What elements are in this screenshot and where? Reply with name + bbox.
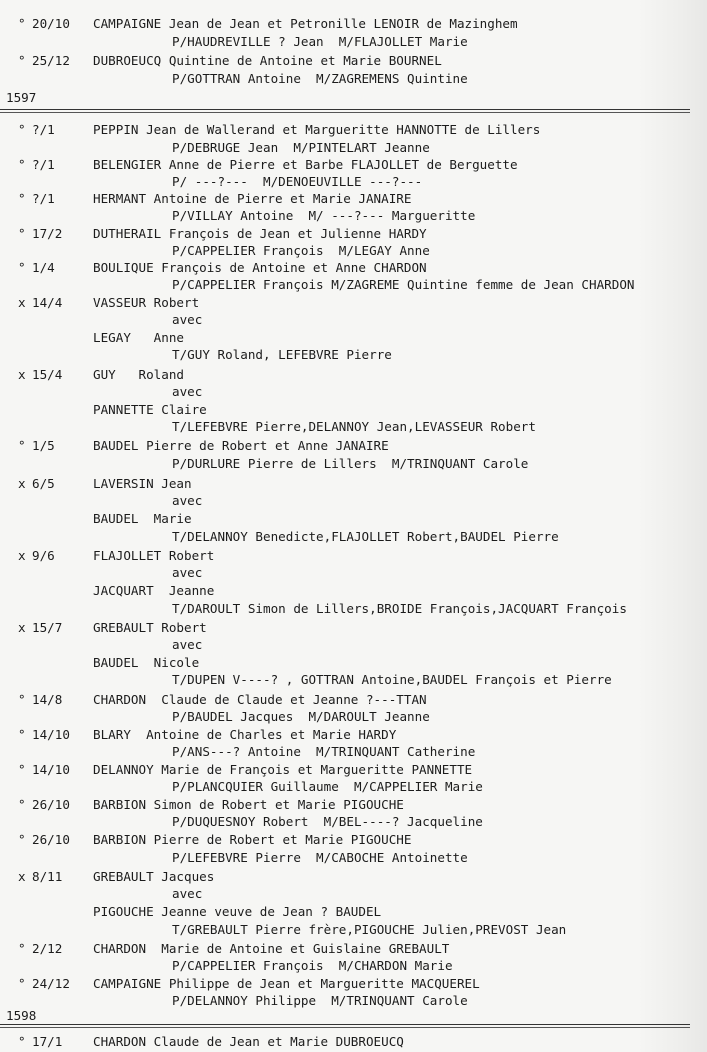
entry-avec: avec	[172, 886, 203, 901]
entry-text: BAUDEL Pierre de Robert et Anne JANAIRE	[93, 438, 389, 453]
entry-sub-line	[0, 32, 707, 52]
entry-godparents: P/CAPPELIER François M/LEGAY Anne	[172, 243, 430, 258]
entry-date: 1/5	[32, 438, 55, 453]
entry-spouse: BAUDEL Nicole	[93, 655, 200, 670]
entry-text: LAVERSIN Jean	[93, 476, 192, 491]
entry-text: CHARDON Claude de Claude et Jeanne ?---TTAN	[93, 692, 427, 707]
marriage-mark: x	[18, 869, 26, 884]
entry-text: CHARDON Marie de Antoine et Guislaine GREBAULT	[93, 941, 450, 956]
entry-date: 14/8	[32, 692, 63, 707]
entry-date: 25/12	[32, 53, 70, 68]
entry-line	[0, 436, 707, 456]
entry-sub-line	[0, 599, 707, 619]
entry-godparents: P/LEFEBVRE Pierre M/CABOCHE Antoinette	[172, 850, 468, 865]
baptism-mark: °	[18, 122, 26, 137]
baptism-mark: °	[18, 797, 26, 812]
entry-date: 15/4	[32, 367, 63, 382]
marriage-mark: x	[18, 476, 26, 491]
entry-line	[0, 14, 707, 34]
baptism-mark: °	[18, 438, 26, 453]
entry-sub-line	[0, 991, 707, 1011]
entry-avec-line	[0, 382, 707, 402]
entry-text: CAMPAIGNE Philippe de Jean et Margueritte MACQUEREL	[93, 976, 480, 991]
entry-godparents: P/CAPPELIER François M/CHARDON Marie	[172, 958, 453, 973]
entry-avec-line	[0, 563, 707, 583]
year-heading: 1598	[6, 1008, 37, 1023]
entry-date: 14/10	[32, 727, 70, 742]
entry-godparents: P/DELANNOY Philippe M/TRINQUANT Carole	[172, 993, 468, 1008]
entry-witnesses: T/GUY Roland, LEFEBVRE Pierre	[172, 347, 392, 362]
year-rule	[0, 109, 690, 110]
entry-godparents: P/ANS---? Antoine M/TRINQUANT Catherine	[172, 744, 476, 759]
entry-sub-line	[0, 920, 707, 940]
entry-date: 14/4	[32, 295, 63, 310]
entry-sub-line	[0, 777, 707, 797]
entry-sub-line	[0, 812, 707, 832]
entry-text: GUY Roland	[93, 367, 184, 382]
baptism-mark: °	[18, 53, 26, 68]
marriage-mark: x	[18, 367, 26, 382]
entry-text: BARBION Simon de Robert et Marie PIGOUCHE	[93, 797, 404, 812]
entry-godparents: P/DEBRUGE Jean M/PINTELART Jeanne	[172, 140, 430, 155]
baptism-mark: °	[18, 16, 26, 31]
entry-text: DUTHERAIL François de Jean et Julienne HARDY	[93, 226, 427, 241]
entry-godparents: P/GOTTRAN Antoine M/ZAGREMENS Quintine	[172, 71, 468, 86]
entry-text: DELANNOY Marie de François et Margueritte PANNETTE	[93, 762, 473, 777]
entry-spouse: PANNETTE Claire	[93, 402, 207, 417]
entry-date: 26/10	[32, 832, 70, 847]
entry-spouse: LEGAY Anne	[93, 330, 184, 345]
baptism-mark: °	[18, 260, 26, 275]
entry-sub-line	[0, 275, 707, 295]
entry-witnesses: T/DAROULT Simon de Lillers,BROIDE François,JACQUART François	[172, 601, 627, 616]
entry-text: HERMANT Antoine de Pierre et Marie JANAIRE	[93, 191, 412, 206]
entry-line	[0, 51, 707, 71]
entry-godparents: P/CAPPELIER François M/ZAGREME Quintine femme de Jean CHARDON	[172, 277, 635, 292]
baptism-mark: °	[18, 157, 26, 172]
baptism-mark: °	[18, 941, 26, 956]
entry-spouse-line	[0, 902, 707, 922]
year-rule	[0, 1024, 690, 1025]
entry-avec-line	[0, 491, 707, 511]
entry-text: BOULIQUE François de Antoine et Anne CHARDON	[93, 260, 427, 275]
entry-text: BLARY Antoine de Charles et Marie HARDY	[93, 727, 397, 742]
entry-date: 17/1	[32, 1034, 63, 1049]
entry-sub-line	[0, 848, 707, 868]
entry-text: BELENGIER Anne de Pierre et Barbe FLAJOLLET de Berguette	[93, 157, 518, 172]
entry-text: CHARDON Claude de Jean et Marie DUBROEUCQ	[93, 1034, 404, 1049]
entry-sub-line	[0, 454, 707, 474]
entry-date: 24/12	[32, 976, 70, 991]
entry-godparents: P/PLANCQUIER Guillaume M/CAPPELIER Marie	[172, 779, 483, 794]
entry-text: CAMPAIGNE Jean de Jean et Petronille LENOIR de Mazinghem	[93, 16, 518, 31]
baptism-mark: °	[18, 1034, 26, 1049]
entry-line	[0, 830, 707, 850]
entry-date: 9/6	[32, 548, 55, 563]
entry-avec-line	[0, 635, 707, 655]
entry-text: BARBION Pierre de Robert et Marie PIGOUCHE	[93, 832, 412, 847]
entry-godparents: P/HAUDREVILLE ? Jean M/FLAJOLLET Marie	[172, 34, 468, 49]
entry-witnesses: T/DELANNOY Benedicte,FLAJOLLET Robert,BAUDEL Pierre	[172, 529, 559, 544]
entry-avec: avec	[172, 637, 203, 652]
entry-spouse-line	[0, 581, 707, 601]
entry-avec: avec	[172, 312, 203, 327]
entry-text: GREBAULT Robert	[93, 620, 207, 635]
entry-godparents: P/DURLURE Pierre de Lillers M/TRINQUANT Carole	[172, 456, 529, 471]
entry-avec-line	[0, 884, 707, 904]
entry-date: 26/10	[32, 797, 70, 812]
entry-date: 20/10	[32, 16, 70, 31]
entry-date: 2/12	[32, 941, 63, 956]
entry-godparents: P/BAUDEL Jacques M/DAROULT Jeanne	[172, 709, 430, 724]
year-rule	[0, 112, 690, 113]
entry-avec: avec	[172, 565, 203, 580]
entry-spouse-line	[0, 509, 707, 529]
entry-sub-line	[0, 417, 707, 437]
baptism-mark: °	[18, 976, 26, 991]
entry-avec: avec	[172, 493, 203, 508]
marriage-mark: x	[18, 620, 26, 635]
entry-godparents: P/ ---?--- M/DENOEUVILLE ---?---	[172, 174, 423, 189]
entry-line	[0, 120, 707, 140]
entry-date: 1/4	[32, 260, 55, 275]
entry-date: 17/2	[32, 226, 63, 241]
baptism-mark: °	[18, 762, 26, 777]
entry-text: VASSEUR Robert	[93, 295, 200, 310]
baptism-mark: °	[18, 226, 26, 241]
year-heading: 1597	[6, 90, 37, 105]
baptism-mark: °	[18, 832, 26, 847]
entry-date: 14/10	[32, 762, 70, 777]
entry-sub-line	[0, 206, 707, 226]
entry-godparents: P/DUQUESNOY Robert M/BEL----? Jacqueline	[172, 814, 483, 829]
entry-avec-line	[0, 310, 707, 330]
entry-date: ?/1	[32, 157, 55, 172]
entry-date: ?/1	[32, 191, 55, 206]
baptism-mark: °	[18, 727, 26, 742]
entry-godparents: P/VILLAY Antoine M/ ---?--- Margueritte	[172, 208, 476, 223]
entry-text: DUBROEUCQ Quintine de Antoine et Marie BOURNEL	[93, 53, 442, 68]
year-rule	[0, 1027, 690, 1028]
marriage-mark: x	[18, 295, 26, 310]
entry-spouse: JACQUART Jeanne	[93, 583, 215, 598]
marriage-mark: x	[18, 548, 26, 563]
entry-date: 8/11	[32, 869, 63, 884]
entry-witnesses: T/LEFEBVRE Pierre,DELANNOY Jean,LEVASSEUR Robert	[172, 419, 536, 434]
entry-text: FLAJOLLET Robert	[93, 548, 215, 563]
baptism-mark: °	[18, 191, 26, 206]
entry-text: GREBAULT Jacques	[93, 869, 215, 884]
entry-witnesses: T/DUPEN V----? , GOTTRAN Antoine,BAUDEL François et Pierre	[172, 672, 612, 687]
entry-sub-line	[0, 956, 707, 976]
entry-witnesses: T/GREBAULT Pierre frère,PIGOUCHE Julien,PREVOST Jean	[172, 922, 567, 937]
entry-spouse: BAUDEL Marie	[93, 511, 192, 526]
entry-sub-line	[0, 670, 707, 690]
entry-date: 6/5	[32, 476, 55, 491]
entry-sub-line	[0, 69, 707, 89]
entry-spouse: PIGOUCHE Jeanne veuve de Jean ? BAUDEL	[93, 904, 382, 919]
entry-text: PEPPIN Jean de Wallerand et Margueritte HANNOTTE de Lillers	[93, 122, 541, 137]
entry-sub-line	[0, 527, 707, 547]
entry-sub-line	[0, 345, 707, 365]
entry-date: 15/7	[32, 620, 63, 635]
entry-avec: avec	[172, 384, 203, 399]
entry-line	[0, 1032, 707, 1052]
baptism-mark: °	[18, 692, 26, 707]
entry-sub-line	[0, 742, 707, 762]
entry-date: ?/1	[32, 122, 55, 137]
entry-sub-line	[0, 707, 707, 727]
